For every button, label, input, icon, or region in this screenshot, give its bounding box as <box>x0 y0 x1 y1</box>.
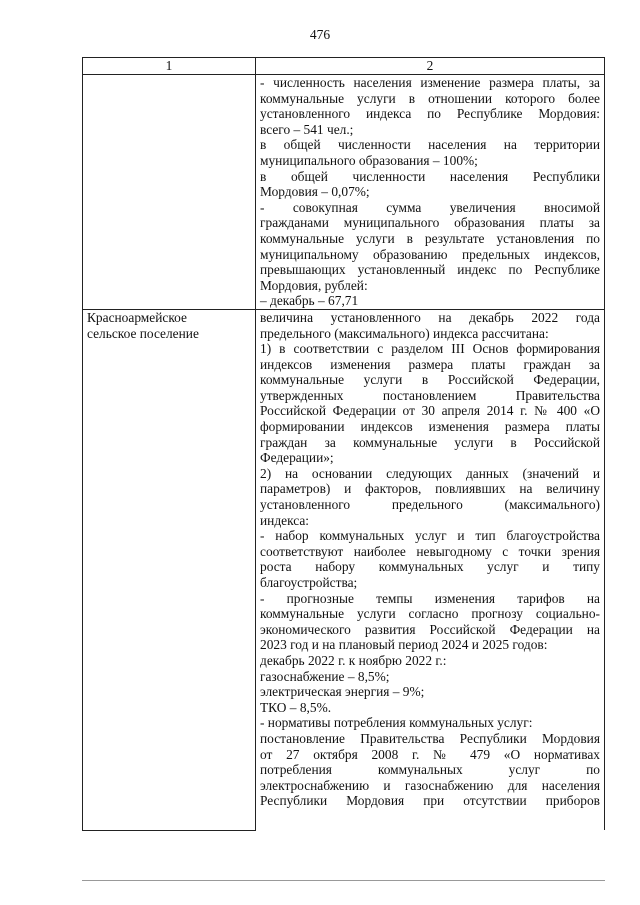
text-line: благоустройства; <box>260 575 358 590</box>
text-line: электрическая энергия – 9%; <box>260 684 425 700</box>
text-line: - прогнозные темпы изменения тарифов на <box>260 590 600 606</box>
text-line: установленного предельного (максимального) <box>260 497 600 513</box>
text-line: граждан за коммунальные услуги в Российской <box>260 434 600 450</box>
text-line: коммунальные услуги согласно прогнозу социально- <box>260 606 600 622</box>
text-line: 2023 год и на плановый период 2024 и 2025 годов: <box>260 637 548 653</box>
text-line: роста набору коммунальных услуг и типу <box>260 559 600 575</box>
text-line: индексов изменения размера платы граждан за <box>260 356 600 372</box>
text-line: от 27 октября 2008 г. № 479 «О нормативах <box>260 746 600 762</box>
text-line: величина установленного на декабрь 2022 года <box>260 309 600 325</box>
text-line: – декабрь – 67,71 <box>260 293 359 309</box>
header-col-1: 1 <box>83 58 256 75</box>
table-row <box>83 75 605 310</box>
text-line: превышающих установленный индекс по Республике <box>260 262 600 278</box>
text-line: соответствуют наиболее невыгодному с точки зрения <box>260 543 600 559</box>
text-line: постановление Правительства Республики Мордовия <box>260 730 600 746</box>
row-1-col-2 <box>256 75 605 310</box>
text-line: в общей численности населения на территории <box>260 137 600 153</box>
text-line: коммунальные услуги в Российской Федерации, <box>260 372 600 388</box>
text-line: всего – 541 чел.; <box>260 121 354 137</box>
text-line: 1) в соответствии с разделом III Основ формирования <box>260 341 600 357</box>
text-line: экономического развития Российской Федерации на <box>260 621 600 637</box>
text-line: Мордовия – 0,07%; <box>260 184 370 200</box>
text-line: Мордовия, рублей: <box>260 277 368 293</box>
text-line: Республики Мордовия при отсутствии приборов <box>260 793 600 809</box>
document-table <box>82 57 605 831</box>
municipality-name-line: Красноармейское <box>87 309 187 325</box>
municipality-name-line: сельское поселение <box>87 325 199 341</box>
text-line: муниципального образования – 100%; <box>260 152 478 168</box>
text-line: - нормативы потребления коммунальных услуг: <box>260 715 533 731</box>
text-line: газоснабжение – 8,5%; <box>260 668 390 684</box>
text-line: муниципальному образованию предельных индексов, <box>260 246 600 262</box>
row-2-col-1 <box>83 309 256 830</box>
page-number: 476 <box>309 27 331 42</box>
text-line: Российской Федерации от 30 апреля 2014 г. № 400 «О <box>260 403 600 419</box>
text-line: Федерации»; <box>260 450 334 466</box>
text-line: предельного (максимального) индекса рассчитана: <box>260 325 549 341</box>
text-line: - численность населения изменение размера платы, за <box>260 75 600 90</box>
text-line: 2) на основании следующих данных (значений и <box>260 465 600 481</box>
row-1-col-1 <box>83 75 256 310</box>
text-line: формировании индексов изменения размера платы <box>260 419 600 435</box>
text-line: коммунальные услуги в результате установления по <box>260 230 600 246</box>
text-line: в общей численности населения Республики <box>260 168 600 184</box>
text-line: параметров) и факторов, повлиявших на величину <box>260 481 600 497</box>
table-header-row <box>83 58 605 75</box>
row-2-col-2 <box>256 309 605 830</box>
text-line: индекса: <box>260 512 310 528</box>
table-row <box>83 309 605 830</box>
text-line: коммунальные услуги в отношении которого более <box>260 90 600 106</box>
text-line: установленного индекса по Республике Мордовия: <box>260 106 600 122</box>
text-line: утвержденных постановлением Правительства <box>260 387 600 403</box>
header-col-2: 2 <box>256 58 605 75</box>
text-line: электроснабжению и газоснабжению для населения <box>260 777 600 793</box>
text-line: потребления коммунальных услуг по <box>260 762 600 778</box>
text-line: - совокупная сумма увеличения вносимой <box>260 199 600 215</box>
text-line: - набор коммунальных услуг и тип благоустройства <box>260 528 600 544</box>
text-line: гражданами муниципального образования платы за <box>260 215 600 231</box>
page-bottom-divider <box>82 880 605 881</box>
text-line: ТКО – 8,5%. <box>260 699 332 715</box>
text-line: декабрь 2022 г. к ноябрю 2022 г.: <box>260 652 447 668</box>
